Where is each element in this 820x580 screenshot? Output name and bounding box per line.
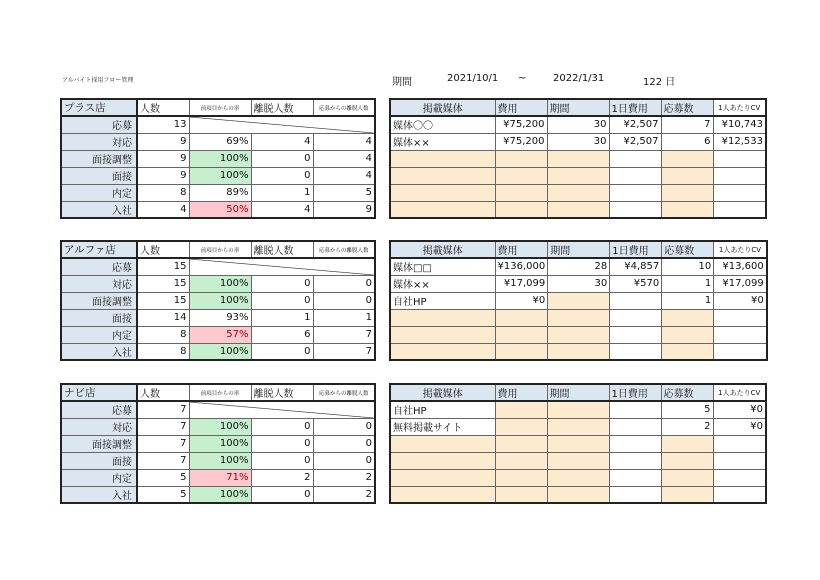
flow-row xyxy=(61,326,375,343)
document-title: アルバイト採用フロー管理 xyxy=(62,77,134,84)
flow-row xyxy=(61,133,375,150)
empty-input-cell xyxy=(495,343,548,360)
empty-input-cell xyxy=(609,184,661,201)
empty-input-cell xyxy=(661,469,713,486)
empty-input-cell xyxy=(713,435,766,452)
count-cell: 9 xyxy=(137,150,189,167)
empty-input-cell xyxy=(609,452,661,469)
empty-input-cell xyxy=(609,167,661,184)
media-cpa-cell: ¥0 xyxy=(713,418,766,435)
header-cum-dropout: 応募からの離脱人数 xyxy=(313,384,375,401)
flow-row xyxy=(61,343,375,360)
dropout-cell: 6 xyxy=(251,326,313,343)
count-cell: 8 xyxy=(137,343,189,360)
header-media: 掲載媒体 xyxy=(390,384,495,401)
media-name-cell: 自社HP xyxy=(390,292,495,309)
dropout-cell: 0 xyxy=(251,452,313,469)
stage-label: 応募 xyxy=(61,401,137,418)
empty-input-cell xyxy=(495,486,547,503)
media-row xyxy=(390,184,766,201)
rate-cell: 100% xyxy=(189,486,251,503)
cum-dropout-cell: 0 xyxy=(313,418,375,435)
count-cell: 7 xyxy=(137,418,189,435)
stage-label: 内定 xyxy=(61,469,137,486)
empty-input-cell xyxy=(661,167,713,184)
empty-input-cell xyxy=(390,309,495,326)
period-label: 期間 xyxy=(392,77,412,88)
cum-dropout-cell: 7 xyxy=(313,326,375,343)
stage-label: 対応 xyxy=(61,275,137,292)
media-row xyxy=(390,167,766,184)
dropout-cell: 0 xyxy=(251,150,313,167)
header-count: 人数 xyxy=(137,384,189,401)
empty-input-cell xyxy=(609,150,661,167)
empty-input-cell xyxy=(547,167,609,184)
empty-input-cell xyxy=(495,201,547,218)
rate-cell: 100% xyxy=(189,167,251,184)
media-name-cell: 媒体□□ xyxy=(390,258,495,275)
media-row xyxy=(390,116,766,133)
empty-input-cell xyxy=(713,184,766,201)
media-cost-cell: ¥75,200 xyxy=(495,133,547,150)
media-daily-cell xyxy=(609,401,661,418)
count-cell: 9 xyxy=(137,167,189,184)
empty-input-cell xyxy=(548,343,610,360)
media-cpa-cell: ¥17,099 xyxy=(714,275,767,292)
header-period: 期間 xyxy=(547,384,609,401)
rate-cell: 100% xyxy=(189,452,251,469)
empty-input-cell xyxy=(713,167,766,184)
media-cpa-cell: ¥0 xyxy=(714,292,767,309)
flow-table xyxy=(60,98,376,219)
media-row xyxy=(390,326,767,343)
flow-table xyxy=(60,240,376,361)
dropout-cell: 0 xyxy=(251,343,313,360)
count-cell: 4 xyxy=(137,201,189,218)
media-daily-cell xyxy=(610,292,662,309)
empty-input-cell xyxy=(495,309,548,326)
empty-input-cell xyxy=(390,326,495,343)
media-daily-cell: ¥4,857 xyxy=(610,258,662,275)
header-media: 掲載媒体 xyxy=(390,241,495,258)
store-name-cell: ナビ店 xyxy=(61,384,137,401)
dropout-cell: 0 xyxy=(251,486,313,503)
media-daily-cell xyxy=(609,418,661,435)
empty-input-cell xyxy=(390,150,495,167)
header-dropout: 離脱人数 xyxy=(251,241,313,258)
flow-row xyxy=(61,292,375,309)
empty-input-cell xyxy=(547,469,609,486)
dropout-cell: 4 xyxy=(251,133,313,150)
flow-row xyxy=(61,418,375,435)
stage-label: 面接 xyxy=(61,309,137,326)
media-row xyxy=(390,418,766,435)
media-row xyxy=(390,201,766,218)
stage-label: 対応 xyxy=(61,133,137,150)
flow-row xyxy=(61,486,375,503)
empty-input-cell xyxy=(390,167,495,184)
empty-input-cell xyxy=(713,201,766,218)
empty-input-cell xyxy=(662,326,714,343)
empty-input-cell xyxy=(548,309,610,326)
count-cell: 7 xyxy=(137,435,189,452)
period-end: 2022/1/31 xyxy=(553,73,605,84)
flow-row xyxy=(61,184,375,201)
header-media: 掲載媒体 xyxy=(390,99,495,116)
media-daily-cell: ¥2,507 xyxy=(609,116,661,133)
header-dropout: 離脱人数 xyxy=(251,384,313,401)
store-name-cell: アルファ店 xyxy=(61,241,137,258)
empty-input-cell xyxy=(547,150,609,167)
stage-label: 面接調整 xyxy=(61,435,137,452)
empty-input-cell xyxy=(609,435,661,452)
dropout-cell: 1 xyxy=(251,184,313,201)
stage-label: 面接調整 xyxy=(61,150,137,167)
media-row xyxy=(390,258,767,275)
dropout-cell: 0 xyxy=(251,167,313,184)
media-applicants-cell: 5 xyxy=(661,401,713,418)
empty-input-cell xyxy=(495,469,547,486)
stage-label: 入社 xyxy=(61,201,137,218)
empty-input-cell xyxy=(609,486,661,503)
flow-row xyxy=(61,469,375,486)
empty-input-cell xyxy=(661,452,713,469)
media-row xyxy=(390,469,766,486)
empty-input-cell xyxy=(610,343,662,360)
empty-input-cell xyxy=(495,326,548,343)
media-cpa-cell: ¥12,533 xyxy=(713,133,766,150)
dropout-cell: 4 xyxy=(251,201,313,218)
count-cell: 14 xyxy=(137,309,189,326)
rate-cell: 100% xyxy=(189,150,251,167)
header-dropout: 離脱人数 xyxy=(251,99,313,116)
flow-row xyxy=(61,275,375,292)
media-name-cell: 媒体〇〇 xyxy=(390,116,495,133)
media-period-cell xyxy=(547,418,609,435)
cum-dropout-cell: 4 xyxy=(313,150,375,167)
header-rate: 前項目からの率 xyxy=(189,241,251,258)
header-applicants: 応募数 xyxy=(662,241,714,258)
rate-cell: 50% xyxy=(189,201,251,218)
rate-cell: 93% xyxy=(189,309,251,326)
empty-input-cell xyxy=(495,435,547,452)
cum-dropout-cell: 5 xyxy=(313,184,375,201)
cum-dropout-cell: 7 xyxy=(313,343,375,360)
media-row xyxy=(390,452,766,469)
media-cost-cell: ¥136,000 xyxy=(495,258,548,275)
empty-input-cell xyxy=(390,452,495,469)
period-start: 2021/10/1 xyxy=(447,73,499,84)
stage-label: 面接 xyxy=(61,452,137,469)
cum-dropout-cell: 4 xyxy=(313,133,375,150)
empty-input-cell xyxy=(390,184,495,201)
store-name-cell: プラス店 xyxy=(61,99,137,116)
header-count: 人数 xyxy=(137,241,189,258)
media-period-cell xyxy=(548,292,610,309)
media-name-cell: 媒体×× xyxy=(390,275,495,292)
flow-row xyxy=(61,258,375,275)
media-name-cell: 媒体×× xyxy=(390,133,495,150)
rate-cell: 89% xyxy=(189,184,251,201)
count-cell: 8 xyxy=(137,326,189,343)
media-row xyxy=(390,309,767,326)
empty-input-cell xyxy=(713,469,766,486)
empty-input-cell xyxy=(661,486,713,503)
stage-label: 内定 xyxy=(61,184,137,201)
media-row xyxy=(390,150,766,167)
flow-row xyxy=(61,116,375,133)
period-separator: ~ xyxy=(518,73,527,84)
header-applicants: 応募数 xyxy=(661,99,713,116)
header-period: 期間 xyxy=(548,241,610,258)
header-cost: 費用 xyxy=(495,384,547,401)
media-period-cell: 30 xyxy=(547,133,609,150)
empty-input-cell xyxy=(662,309,714,326)
media-period-cell: 30 xyxy=(547,116,609,133)
empty-input-cell xyxy=(662,343,714,360)
header-count: 人数 xyxy=(137,99,189,116)
header-rate: 前項目からの率 xyxy=(189,99,251,116)
empty-input-cell xyxy=(390,343,495,360)
empty-input-cell xyxy=(390,435,495,452)
cum-dropout-cell: 2 xyxy=(313,469,375,486)
empty-input-cell xyxy=(661,184,713,201)
empty-input-cell xyxy=(495,150,547,167)
media-period-cell: 30 xyxy=(548,275,610,292)
cum-dropout-cell: 4 xyxy=(313,167,375,184)
media-row xyxy=(390,133,766,150)
header-cost: 費用 xyxy=(495,241,548,258)
media-period-cell xyxy=(547,401,609,418)
stage-label: 内定 xyxy=(61,326,137,343)
media-cpa-cell: ¥13,600 xyxy=(714,258,767,275)
count-cell: 15 xyxy=(137,258,189,275)
media-applicants-cell: 1 xyxy=(662,292,714,309)
media-table xyxy=(389,98,767,219)
media-cost-cell: ¥17,099 xyxy=(495,275,548,292)
rate-cell: 100% xyxy=(189,292,251,309)
empty-input-cell xyxy=(714,343,767,360)
cum-dropout-cell: 1 xyxy=(313,309,375,326)
media-daily-cell: ¥570 xyxy=(610,275,662,292)
header-cost-per-hire: 1人あたりCV xyxy=(713,384,766,401)
flow-table xyxy=(60,383,376,504)
cum-dropout-cell: 9 xyxy=(313,201,375,218)
rate-cell: 100% xyxy=(189,418,251,435)
dropout-cell: 0 xyxy=(251,292,313,309)
empty-input-cell xyxy=(390,486,495,503)
rate-cell: 100% xyxy=(189,275,251,292)
media-cost-cell xyxy=(495,401,547,418)
count-cell: 5 xyxy=(137,469,189,486)
flow-row xyxy=(61,401,375,418)
media-cost-cell: ¥75,200 xyxy=(495,116,547,133)
media-row xyxy=(390,292,767,309)
empty-input-cell xyxy=(495,184,547,201)
flow-row xyxy=(61,309,375,326)
media-cpa-cell: ¥0 xyxy=(713,401,766,418)
stage-label: 入社 xyxy=(61,486,137,503)
dropout-cell: 1 xyxy=(251,309,313,326)
media-cpa-cell: ¥10,743 xyxy=(713,116,766,133)
dropout-cell: 0 xyxy=(251,435,313,452)
stage-label: 応募 xyxy=(61,258,137,275)
empty-input-cell xyxy=(495,167,547,184)
empty-input-cell xyxy=(609,469,661,486)
header-cost: 費用 xyxy=(495,99,547,116)
media-row xyxy=(390,435,766,452)
media-period-cell: 28 xyxy=(548,258,610,275)
flow-row xyxy=(61,150,375,167)
diagonal-empty-cell xyxy=(189,401,375,418)
period-days: 122 日 xyxy=(643,77,676,88)
empty-input-cell xyxy=(661,201,713,218)
empty-input-cell xyxy=(714,326,767,343)
rate-cell: 57% xyxy=(189,326,251,343)
empty-input-cell xyxy=(610,309,662,326)
header-cost-per-hire: 1人あたりCV xyxy=(714,241,767,258)
empty-input-cell xyxy=(547,452,609,469)
empty-input-cell xyxy=(713,486,766,503)
empty-input-cell xyxy=(661,150,713,167)
count-cell: 15 xyxy=(137,275,189,292)
empty-input-cell xyxy=(661,435,713,452)
empty-input-cell xyxy=(547,486,609,503)
diagonal-empty-cell xyxy=(189,116,375,133)
count-cell: 7 xyxy=(137,401,189,418)
empty-input-cell xyxy=(713,452,766,469)
media-cost-cell: ¥0 xyxy=(495,292,548,309)
media-name-cell: 自社HP xyxy=(390,401,495,418)
empty-input-cell xyxy=(547,184,609,201)
header-applicants: 応募数 xyxy=(661,384,713,401)
media-daily-cell: ¥2,507 xyxy=(609,133,661,150)
media-applicants-cell: 7 xyxy=(661,116,713,133)
empty-input-cell xyxy=(390,469,495,486)
cum-dropout-cell: 0 xyxy=(313,275,375,292)
media-name-cell: 無料掲載サイト xyxy=(390,418,495,435)
count-cell: 9 xyxy=(137,133,189,150)
media-row xyxy=(390,343,767,360)
count-cell: 15 xyxy=(137,292,189,309)
media-applicants-cell: 10 xyxy=(662,258,714,275)
media-row xyxy=(390,275,767,292)
header-cum-dropout: 応募からの離脱人数 xyxy=(313,99,375,116)
empty-input-cell xyxy=(547,435,609,452)
empty-input-cell xyxy=(609,201,661,218)
empty-input-cell xyxy=(713,150,766,167)
rate-cell: 71% xyxy=(189,469,251,486)
empty-input-cell xyxy=(547,201,609,218)
count-cell: 8 xyxy=(137,184,189,201)
media-table xyxy=(389,240,768,361)
diagonal-empty-cell xyxy=(189,258,375,275)
header-cum-dropout: 応募からの離脱人数 xyxy=(313,241,375,258)
empty-input-cell xyxy=(714,309,767,326)
rate-cell: 69% xyxy=(189,133,251,150)
dropout-cell: 0 xyxy=(251,418,313,435)
media-applicants-cell: 6 xyxy=(661,133,713,150)
empty-input-cell xyxy=(390,201,495,218)
flow-row xyxy=(61,435,375,452)
cum-dropout-cell: 2 xyxy=(313,486,375,503)
stage-label: 入社 xyxy=(61,343,137,360)
count-cell: 5 xyxy=(137,486,189,503)
header-cost-per-hire: 1人あたりCV xyxy=(713,99,766,116)
rate-cell: 100% xyxy=(189,435,251,452)
header-daily-cost: 1日費用 xyxy=(609,384,661,401)
flow-row xyxy=(61,452,375,469)
count-cell: 7 xyxy=(137,452,189,469)
cum-dropout-cell: 0 xyxy=(313,292,375,309)
header-period: 期間 xyxy=(547,99,609,116)
media-cost-cell xyxy=(495,418,547,435)
media-row xyxy=(390,401,766,418)
header-daily-cost: 1日費用 xyxy=(609,99,661,116)
cum-dropout-cell: 0 xyxy=(313,452,375,469)
empty-input-cell xyxy=(610,326,662,343)
flow-row xyxy=(61,201,375,218)
media-row xyxy=(390,486,766,503)
count-cell: 13 xyxy=(137,116,189,133)
stage-label: 面接 xyxy=(61,167,137,184)
media-applicants-cell: 2 xyxy=(661,418,713,435)
empty-input-cell xyxy=(548,326,610,343)
header-daily-cost: 1日費用 xyxy=(610,241,662,258)
flow-row xyxy=(61,167,375,184)
dropout-cell: 2 xyxy=(251,469,313,486)
cum-dropout-cell: 0 xyxy=(313,435,375,452)
header-rate: 前項目からの率 xyxy=(189,384,251,401)
rate-cell: 100% xyxy=(189,343,251,360)
dropout-cell: 0 xyxy=(251,275,313,292)
stage-label: 対応 xyxy=(61,418,137,435)
media-applicants-cell: 1 xyxy=(662,275,714,292)
empty-input-cell xyxy=(495,452,547,469)
stage-label: 面接調整 xyxy=(61,292,137,309)
media-table xyxy=(389,383,767,504)
stage-label: 応募 xyxy=(61,116,137,133)
